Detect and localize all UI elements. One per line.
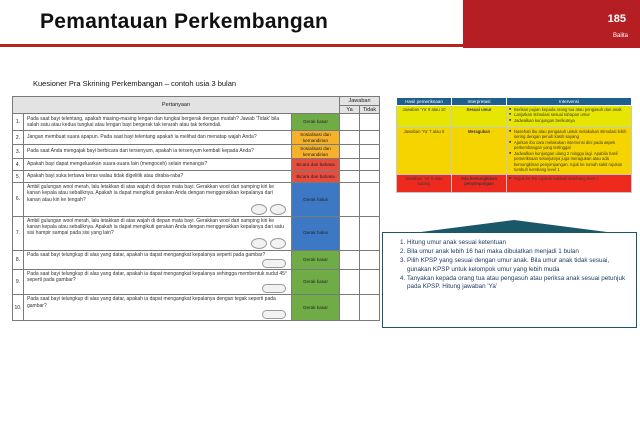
interpretation-cell: Meragukan bbox=[452, 128, 507, 175]
illustration-group bbox=[27, 258, 288, 268]
intervention-list bbox=[509, 129, 629, 173]
question-text: Pada saat Anda mengajak bayi berbicara dan tersenyum, apakah ia tersenyum kembali kepada Anda? bbox=[27, 148, 254, 155]
table-row bbox=[13, 145, 380, 159]
domain-tag: Gerak kasar bbox=[292, 250, 340, 269]
question-cell bbox=[24, 145, 292, 159]
domain-tag: Bicara dan bahasa bbox=[292, 159, 340, 171]
answer-no-cell[interactable] bbox=[360, 269, 380, 295]
answer-yes-cell[interactable] bbox=[340, 114, 360, 131]
answer-no-cell[interactable] bbox=[360, 250, 380, 269]
intervention-cell bbox=[507, 128, 632, 175]
question-cell bbox=[24, 131, 292, 145]
answer-no-cell[interactable] bbox=[360, 145, 380, 159]
interpretation-header: Intervensi bbox=[507, 98, 632, 106]
answer-no-cell[interactable] bbox=[360, 131, 380, 145]
page-number: 185 bbox=[607, 13, 626, 25]
interpretation-table bbox=[396, 97, 632, 193]
answer-yes-cell[interactable] bbox=[340, 295, 360, 321]
header-badge bbox=[463, 0, 640, 48]
question-number: 8. bbox=[13, 250, 24, 269]
question-cell bbox=[24, 114, 292, 131]
answer-yes-cell[interactable] bbox=[340, 145, 360, 159]
table-row bbox=[13, 171, 380, 183]
interpretation-header-row bbox=[397, 98, 632, 106]
question-text: Pada saat bayi telungkup di alas yang datar, apakah ia dapat mengangkat kepalanya sehingga membentuk sudut 45° seperti pada gambar? bbox=[27, 270, 287, 283]
question-number: 10. bbox=[13, 295, 24, 321]
answer-yes-cell[interactable] bbox=[340, 159, 360, 171]
answer-yes-cell[interactable] bbox=[340, 269, 360, 295]
question-cell bbox=[24, 250, 292, 269]
intervention-list bbox=[509, 176, 629, 181]
illustration-group bbox=[27, 237, 288, 249]
instructions-list bbox=[383, 233, 636, 292]
answer-no-cell[interactable] bbox=[360, 159, 380, 171]
table-row bbox=[13, 159, 380, 171]
table-row bbox=[13, 295, 380, 321]
intervention-cell bbox=[507, 106, 632, 128]
page-subtitle: Balita bbox=[612, 33, 628, 39]
domain-tag: Gerak kasar bbox=[292, 114, 340, 131]
interpretation-row bbox=[397, 106, 632, 128]
answer-yes-cell[interactable] bbox=[340, 131, 360, 145]
interpretation-header: Hasil pemeriksaan bbox=[397, 98, 452, 106]
domain-tag: Sosialisasi dan kemandirian bbox=[292, 131, 340, 145]
table-row bbox=[13, 216, 380, 250]
domain-tag: Gerak halus bbox=[292, 183, 340, 217]
question-text: Jangan membuat suara apapun. Pada saat bayi telentang apakah ia melihat dan menatap wajah Anda? bbox=[27, 134, 257, 141]
intervention-item: ■ Jadwalkan kunjungan ulang 2 minggu lagi. Apabila hasil pemeriksaan selanjutnya juga meragukan atau ada kemungkinan penyimpangan, rujuk ke rumah sakit rujukan tumbuh kembang level 1 bbox=[509, 151, 629, 173]
intervention-item: ■ Lanjutkan stimulasi sesuai tahapan umur bbox=[509, 112, 629, 117]
instruction-item: 4. Tanyakan kepada orang tua atau pengasuh atau periksa anak sesuai petunjuk pada KPSP. Hitung jawaban 'Ya' bbox=[407, 275, 630, 292]
questionnaire-table bbox=[12, 96, 380, 321]
interpretation-cell: Ada kemungkinan penyimpangan bbox=[452, 174, 507, 192]
domain-tag: Bicara dan bahasa bbox=[292, 171, 340, 183]
illustration-group bbox=[27, 309, 288, 319]
result-cell: Jawaban 'Ya' 9 atau 10 bbox=[397, 106, 452, 128]
question-number: 5. bbox=[13, 171, 24, 183]
page-title: Pemantauan Perkembangan bbox=[40, 10, 329, 33]
question-number: 1. bbox=[13, 114, 24, 131]
domain-tag: Gerak kasar bbox=[292, 269, 340, 295]
question-text: Ambil gulungan wool merah, lalu letakkan di atas wajah di depan mata bayi. Gerakkan wool dari samping kiri ke kanan kepala atau sebaliknya. Apakah ia dapat mengikuti gerakan Anda dengan menggerakkan kepalanya dari kanan atau kiri ke tengah? bbox=[27, 184, 275, 203]
instruction-item: 3. Pilih KPSP yang sesuai dengan umur anak. Bila umur anak tidak sesuai, gunakan KPSP untuk kelompok umur yang lebih muda bbox=[407, 257, 630, 274]
baby-illustration bbox=[270, 238, 286, 249]
answer-no-cell[interactable] bbox=[360, 295, 380, 321]
table-row bbox=[13, 269, 380, 295]
baby-illustration bbox=[262, 259, 286, 268]
baby-illustration bbox=[251, 204, 267, 215]
questionnaire-subtitle: Kuesioner Pra Skrining Perkembangan – contoh usia 3 bulan bbox=[33, 79, 237, 88]
table-row bbox=[13, 131, 380, 145]
answer-no-cell[interactable] bbox=[360, 171, 380, 183]
question-cell bbox=[24, 183, 292, 217]
intervention-cell bbox=[507, 174, 632, 192]
interpretation-cell: Sesuai umur bbox=[452, 106, 507, 128]
questionnaire-body bbox=[13, 114, 380, 321]
intervention-item: ■ Berikan pujian kepada orang tua atau pengasuh dan anak bbox=[509, 107, 629, 112]
answer-yes-cell[interactable] bbox=[340, 250, 360, 269]
result-cell: Jawaban 'Ya' 7 atau 8 bbox=[397, 128, 452, 175]
col-answer-header: Jawaban bbox=[340, 97, 380, 106]
baby-illustration bbox=[251, 238, 267, 249]
baby-illustration bbox=[262, 310, 286, 319]
intervention-item: ■ Ajarkan ibu cara melakukan intervensi dini pada aspek perkembangan yang tertinggal bbox=[509, 140, 629, 151]
answer-yes-cell[interactable] bbox=[340, 216, 360, 250]
domain-tag: Gerak kasar bbox=[292, 295, 340, 321]
col-no-header: Tidak bbox=[360, 106, 380, 114]
baby-illustration bbox=[262, 284, 286, 293]
domain-tag: Gerak halus bbox=[292, 216, 340, 250]
illustration-group bbox=[27, 203, 288, 215]
baby-illustration bbox=[270, 204, 286, 215]
interpretation-row bbox=[397, 128, 632, 175]
answer-yes-cell[interactable] bbox=[340, 183, 360, 217]
question-text: Pada saat bayi telungkup di alas yang datar, apakah ia dapat mengangkat kepalanya seperti pada gambar? bbox=[27, 251, 266, 258]
question-number: 7. bbox=[13, 216, 24, 250]
question-number: 6. bbox=[13, 183, 24, 217]
table-row bbox=[13, 114, 380, 131]
result-cell: Jawaban 'Ya' 6 atau kurang bbox=[397, 174, 452, 192]
question-number: 4. bbox=[13, 159, 24, 171]
illustration-group bbox=[27, 283, 288, 293]
table-row bbox=[13, 250, 380, 269]
question-cell bbox=[24, 171, 292, 183]
question-text: Ambil gulungan wool merah, lalu letakkan di atas wajah di depan mata bayi. Gerakkan wool dari samping kiri ke kanan kepala atau sebaliknya. Apakah ia dapat mengikuti gerakan Anda dengan menggerakkan kepalanya dari satu sisi hampir sampai pada sisi yang lain? bbox=[27, 217, 284, 237]
question-text: Apakah bayi dapat mengeluarkan suara-suara lain (mengoceh) selain menangis? bbox=[27, 161, 208, 168]
question-number: 9. bbox=[13, 269, 24, 295]
question-cell bbox=[24, 159, 292, 171]
question-cell bbox=[24, 295, 292, 321]
col-question-header: Pertanyaan bbox=[13, 97, 340, 114]
title-underline bbox=[0, 44, 463, 47]
interpretation-row bbox=[397, 174, 632, 192]
intervention-item: ■ Jadwalkan kunjungan berikutnya bbox=[509, 118, 629, 123]
table-row bbox=[13, 183, 380, 217]
instruction-item: 1. Hitung umur anak sesuai ketentuan bbox=[407, 239, 630, 248]
question-cell bbox=[24, 269, 292, 295]
answer-no-cell[interactable] bbox=[360, 216, 380, 250]
question-number: 2. bbox=[13, 131, 24, 145]
intervention-list bbox=[509, 107, 629, 123]
domain-tag: Sosialisasi dan kemandirian bbox=[292, 145, 340, 159]
intervention-item: ■ Nasehati ibu atau pengasuh untuk melakukan stimulasi lebih sering dengan penuh kasih sayang bbox=[509, 129, 629, 140]
question-text: Pada saat bayi telungkup di alas yang datar, apakah ia dapat mengangkat kepalanya dengan tegak seperti pada gambar? bbox=[27, 296, 276, 309]
question-text: Pada saat bayi telentang, apakah masing-masing lengan dan tungkai bergerak dengan mudah? Jawab 'Tidak' bila salah satu atau kedua tungkai atau lengan bayi bergerak tak terarah atau tak terkendali. bbox=[27, 115, 280, 128]
interpretation-body bbox=[397, 106, 632, 193]
question-number: 3. bbox=[13, 145, 24, 159]
answer-no-cell[interactable] bbox=[360, 183, 380, 217]
question-text: Apakah bayi suka tertawa keras walau tidak digelitik atau diraba-raba? bbox=[27, 173, 184, 180]
answer-yes-cell[interactable] bbox=[340, 171, 360, 183]
question-cell bbox=[24, 216, 292, 250]
answer-no-cell[interactable] bbox=[360, 114, 380, 131]
col-yes-header: Ya bbox=[340, 106, 360, 114]
intervention-item: ■ Rujuk ke RS rujukan tumbuh kembang level 1 bbox=[509, 176, 629, 181]
instruction-item: 2. Bila umur anak lebih 16 hari maka dibulatkan menjadi 1 bulan bbox=[407, 248, 630, 257]
interpretation-header: Interpretasi bbox=[452, 98, 507, 106]
instructions-panel bbox=[382, 232, 637, 328]
